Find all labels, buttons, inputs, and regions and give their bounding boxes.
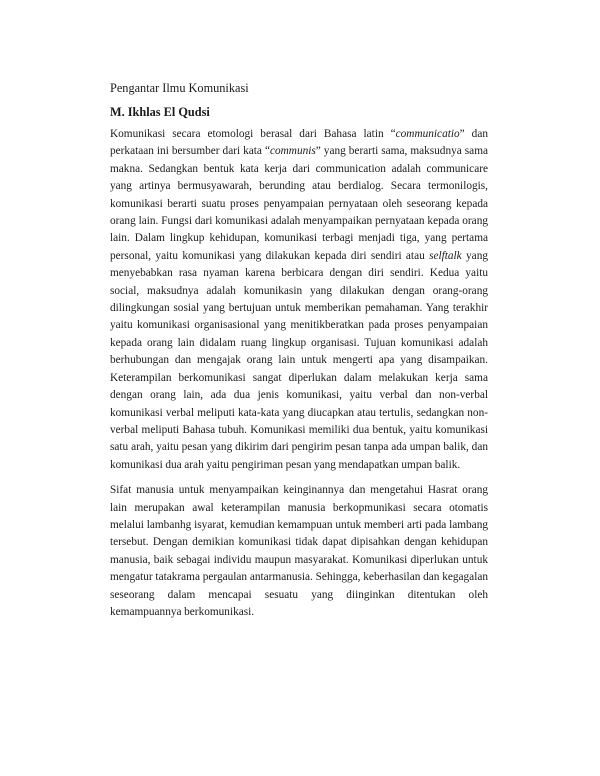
- paragraph-1: [110, 126, 488, 474]
- document-title: Pengantar Ilmu Komunikasi: [110, 81, 249, 95]
- document-page: [110, 80, 488, 621]
- latin-term-communis: communis: [269, 145, 316, 158]
- latin-term-communicatio: communicatio: [395, 128, 460, 140]
- document-author: M. Ikhlas El Qudsi: [110, 105, 210, 119]
- paragraph-1-text-d: yang menyebabkan rasa nyaman karena berbicara dengan diri sendiri. Kedua yaitu social, maksudnya adalah komunikasin yang dilakukan dengan orang-orang dilingkungan sosial yang bertujuan untuk memberikan pemahaman. Yang terakhir yaitu komunikasi organisasional yang menitikberatkan pada proses penyampaian kepada orang lain didalam ruang lingkup organisasi. Tujuan komunikasi adalah berhubungan dan mengajak orang lain untuk mengerti apa yang disampaikan. Keterampilan berkomunikasi sangat diperlukan dalam melakukan kerja sama dengan orang lain, ada dua jenis komunikasi, yaitu verbal dan non-verbal komunikasi verbal meliputi kata-kata yang diucapkan atau tertulis, sedangkan non-verbal meliputi Bahasa tubuh. Komunikasi memiliki dua bentuk, yaitu komunikasi satu arah, yaitu pesan yang dikirim dari pengirim pesan tanpa ada umpan balik, dan komunikasi dua arah yaitu pengiriman pesan yang mendapatkan umpan balik.: [110, 249, 488, 471]
- term-selftalk: selftalk: [429, 249, 462, 262]
- paragraph-1-text-c: ” yang berarti sama, maksudnya sama makna. Sedangkan bentuk kata kerja dari communication adalah communicare yang artinya bermusyawarah, berunding atau berdialog. Secara termonilogis, komunikasi berarti suatu proses penyampaian pernyataan oleh seseorang kepada orang lain. Fungsi dari komunikasi adalah menyampaikan pernyataan kepada orang lain. Dalam lingkup kehidupan, komunikasi terbagi menjadi tiga, yang pertama personal, yaitu komunikasi yang dilakukan kepada diri sendiri atau: [110, 145, 488, 262]
- paragraph-1-text-b: ” dan perkataan ini bersumber dari kata “: [110, 128, 488, 158]
- paragraph-2: Sifat manusia untuk menyampaikan keinginannya dan mengetahui Hasrat orang lain merupakan awal keterampilan manusia berkopmunikasi secara otomatis melalui lambanhg isyarat, kemudian kemampuan untuk memberi arti pada lambang tersebut. Dengan demikian komunikasi tidak dapat dipisahkan dengan kehidupan manusia, baik sebagai individu maupun masyarakat. Komunikasi diperlukan untuk mengatur tatakrama pergaulan antarmanusia. Sehingga, keberhasilan dan kegagalan seseorang dalam mencapai sesuatu yang diinginkan ditentukan oleh kemampuannya berkomunikasi.: [110, 484, 488, 618]
- paragraph-1-text-a: Komunikasi secara etomologi berasal dari Bahasa latin “: [110, 128, 396, 140]
